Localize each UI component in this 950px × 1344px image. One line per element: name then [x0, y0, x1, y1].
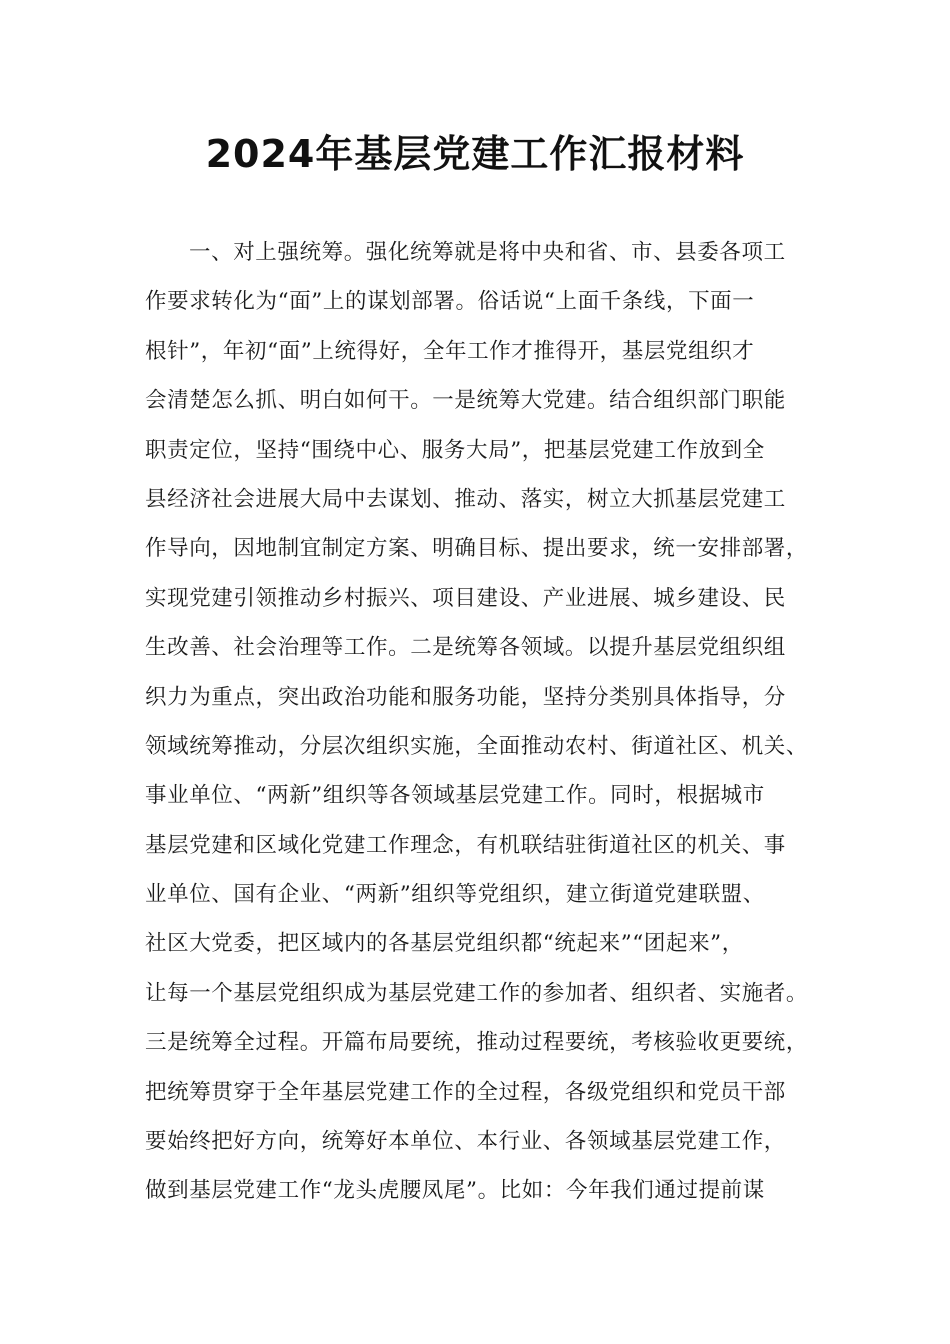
body-line: 三是统筹全过程。开篇布局要统，推动过程要统，考核验收更要统，	[145, 1030, 809, 1056]
body-line: 织力为重点，突出政治功能和服务功能，坚持分类别具体指导，分	[145, 684, 786, 710]
body-line: 业单位、国有企业、“两新”组织等党组织，建立街道党建联盟、	[145, 882, 765, 908]
document-title: 2024年基层党建工作汇报材料	[205, 132, 745, 176]
body-line: 社区大党委，把区域内的各基层党组织都“统起来”“团起来”，	[145, 931, 744, 957]
body-line: 县经济社会进展大局中去谋划、推动、落实，树立大抓基层党建工	[145, 486, 786, 512]
document-body	[145, 228, 830, 1216]
body-line: 作要求转化为“面”上的谋划部署。俗话说“上面千条线，下面一	[145, 289, 755, 315]
body-line: 领域统筹推动，分层次组织实施，全面推动农村、街道社区、机关、	[145, 733, 809, 759]
body-line: 会清楚怎么抓、明白如何干。一是统筹大党建。结合组织部门职能	[145, 388, 786, 414]
body-line: 实现党建引领推动乡村振兴、项目建设、产业进展、城乡建设、民	[145, 585, 786, 611]
body-line: 做到基层党建工作“龙头虎腰凤尾”。比如：今年我们通过提前谋	[145, 1178, 765, 1204]
body-line: 生改善、社会治理等工作。二是统筹各领域。以提升基层党组织组	[145, 635, 786, 661]
body-line: 要始终把好方向，统筹好本单位、本行业、各领域基层党建工作，	[145, 1129, 786, 1155]
body-line: 让每一个基层党组织成为基层党建工作的参加者、组织者、实施者。	[145, 980, 809, 1006]
body-line: 职责定位，坚持“围绕中心、服务大局”，把基层党建工作放到全	[145, 437, 765, 463]
body-line: 根针”，年初“面”上统得好，全年工作才推得开，基层党组织才	[145, 338, 755, 364]
body-line: 作导向，因地制宜制定方案、明确目标、提出要求，统一安排部署，	[145, 536, 809, 562]
body-line: 基层党建和区域化党建工作理念，有机联结驻街道社区的机关、事	[145, 832, 786, 858]
body-line: 事业单位、“两新”组织等各领域基层党建工作。同时，根据城市	[145, 783, 765, 809]
body-line: 一、对上强统筹。强化统筹就是将中央和省、市、县委各项工	[189, 240, 786, 265]
body-line: 把统筹贯穿于全年基层党建工作的全过程，各级党组织和党员干部	[145, 1079, 786, 1105]
